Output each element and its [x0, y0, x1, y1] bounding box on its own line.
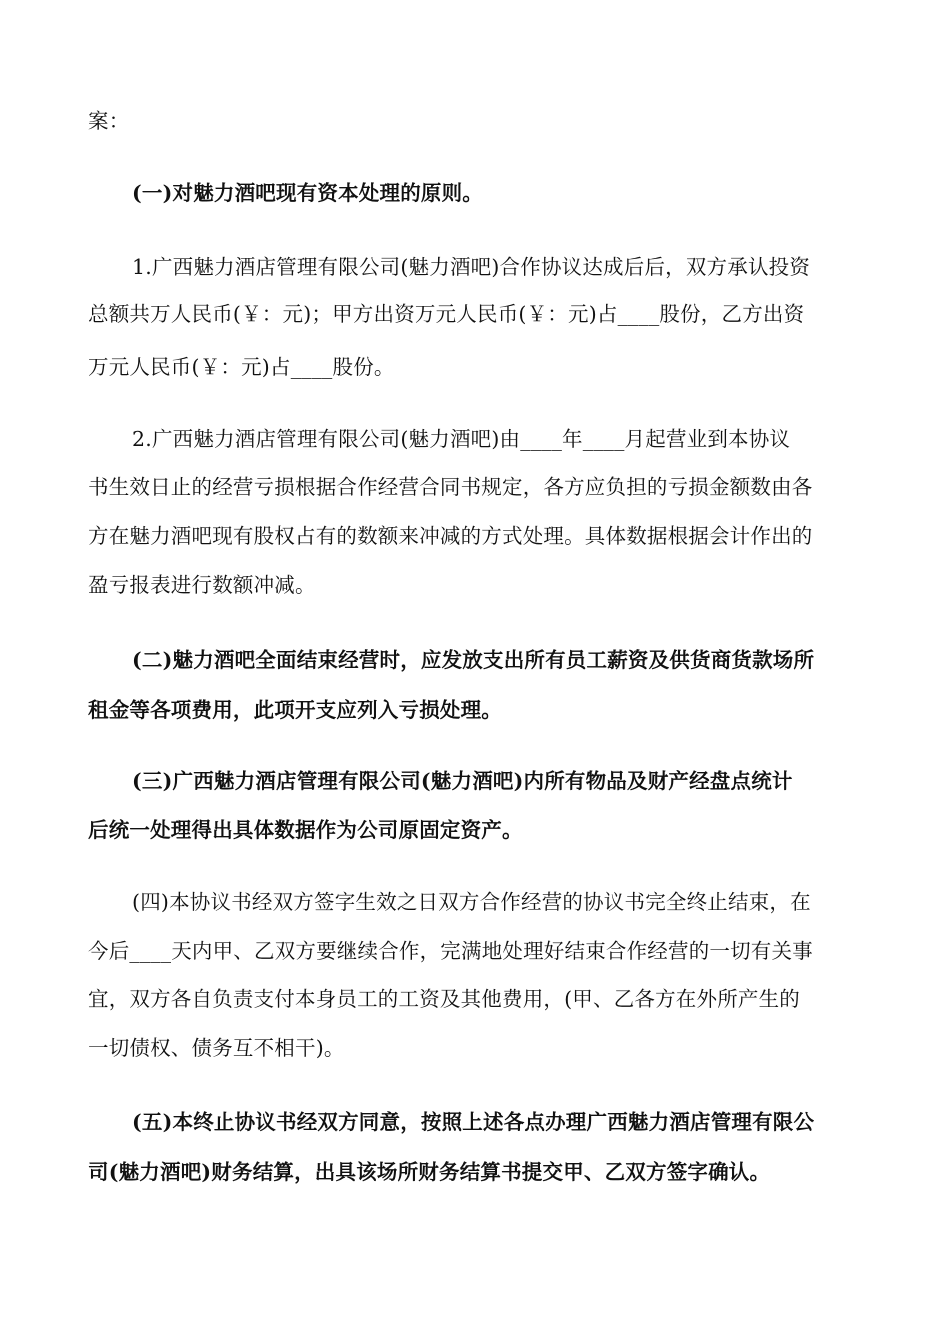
text-line: 今后____天内甲、乙双方要继续合作，完满地处理好结束合作经营的一切有关事	[88, 939, 813, 963]
text-line-bold: 租金等各项费用，此项开支应列入亏损处理。	[88, 698, 502, 722]
text-line: 2.广西魅力酒店管理有限公司(魅力酒吧)由____年____月起营业到本协议	[132, 427, 791, 451]
text-line: 总额共万人民币(￥：元)；甲方出资万元人民币(￥：元)占____股份，乙方出资	[88, 302, 805, 326]
text-line: 宜，双方各自负责支付本身员工的工资及其他费用，(甲、乙各方在外所产生的	[88, 987, 800, 1011]
text-line-bold: (五)本终止协议书经双方同意，按照上述各点办理广西魅力酒店管理有限公	[132, 1110, 815, 1134]
text-line: 书生效日止的经营亏损根据合作经营合同书规定，各方应负担的亏损金额数由各	[88, 475, 813, 499]
text-line: 1.广西魅力酒店管理有限公司(魅力酒吧)合作协议达成后后，双方承认投资	[132, 255, 811, 279]
text-line: 方在魅力酒吧现有股权占有的数额来冲减的方式处理。具体数据根据会计作出的	[88, 524, 813, 548]
text-line: 盈亏报表进行数额冲减。	[88, 573, 316, 597]
text-line: 万元人民币(￥：元)占____股份。	[88, 355, 395, 379]
text-line-bold: 司(魅力酒吧)财务结算，出具该场所财务结算书提交甲、乙双方签字确认。	[88, 1160, 771, 1184]
text-line: (四)本协议书经双方签字生效之日双方合作经营的协议书完全终止结束，在	[132, 890, 811, 914]
text-line-bold: (三)广西魅力酒店管理有限公司(魅力酒吧)内所有物品及财产经盘点统计	[132, 769, 793, 793]
text-line: 一切债权、债务互不相干)。	[88, 1036, 345, 1060]
section-heading: (一)对魅力酒吧现有资本处理的原则。	[132, 181, 483, 205]
text-line-bold: (二)魅力酒吧全面结束经营时，应发放支出所有员工薪资及供货商货款场所	[132, 648, 815, 672]
text-line-bold: 后统一处理得出具体数据作为公司原固定资产。	[88, 818, 523, 842]
text-line: 案：	[88, 109, 130, 133]
